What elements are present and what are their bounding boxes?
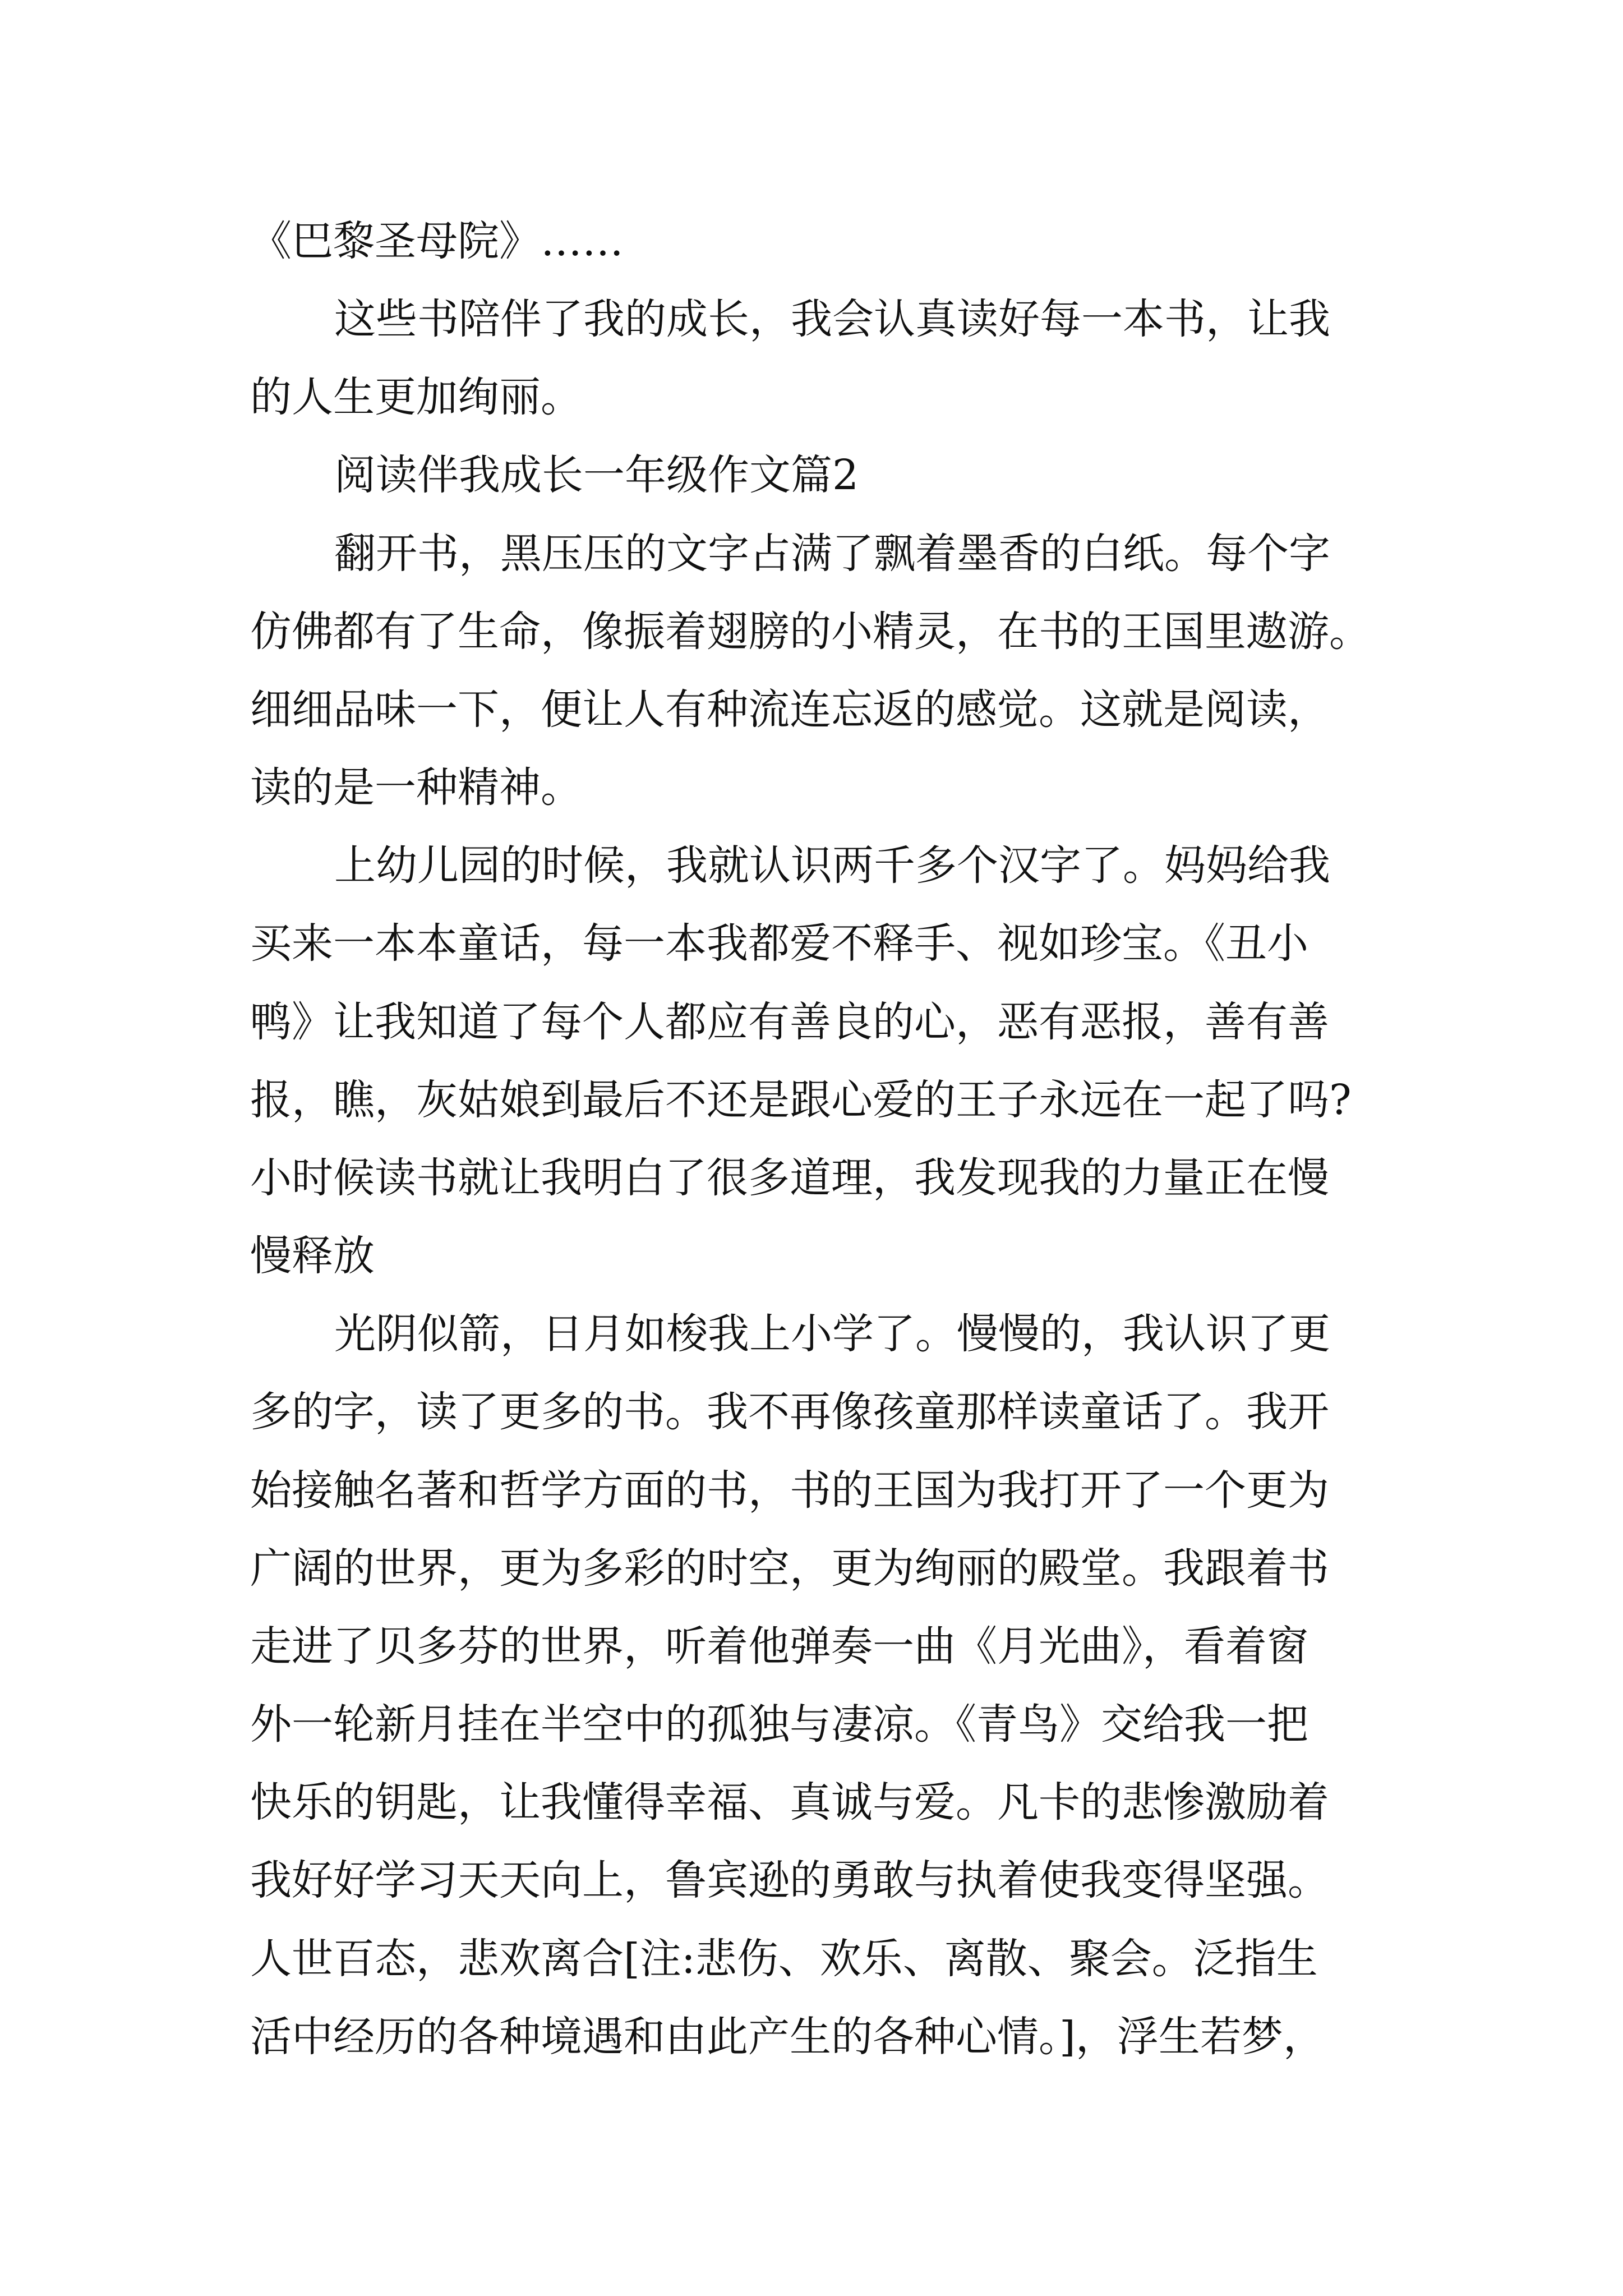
text-line: 小时候读书就让我明白了很多道理，我发现我的力量正在慢 xyxy=(250,1154,1329,1202)
text-line: 鸭》让我知道了每个人都应有善良的心，恶有恶报，善有善 xyxy=(250,998,1329,1046)
text-line: 活中经历的各种境遇和由此产生的各种心情。]，浮生若梦， xyxy=(250,2013,1325,2061)
text-line: 这些书陪伴了我的成长，我会认真读好每一本书，让我 xyxy=(334,295,1330,343)
text-line: 广阔的世界，更为多彩的时空，更为绚丽的殿堂。我跟着书 xyxy=(250,1544,1329,1593)
text-line: 的人生更加绚丽。 xyxy=(250,373,582,421)
text-line: 读的是一种精神。 xyxy=(250,763,582,812)
text-line: 细细品味一下，便让人有种流连忘返的感觉。这就是阅读， xyxy=(250,685,1329,734)
text-line: 走进了贝多芬的世界，听着他弹奏一曲《月光曲》，看着窗 xyxy=(250,1622,1308,1671)
text-line: 光阴似箭，日月如梭我上小学了。慢慢的，我认识了更 xyxy=(334,1310,1330,1358)
text-line: 买来一本本童话，每一本我都爱不释手、视如珍宝。《丑小 xyxy=(250,919,1308,968)
text-line: 快乐的钥匙，让我懂得幸福、真诚与爱。凡卡的悲惨激励着 xyxy=(250,1778,1329,1826)
text-line: 外一轮新月挂在半空中的孤独与凄凉。《青鸟》交给我一把 xyxy=(250,1700,1308,1749)
text-line: 人世百态，悲欢离合[注:悲伤、欢乐、离散、聚会。泛指生 xyxy=(250,1935,1318,1983)
text-line: 上幼儿园的时候，我就认识两千多个汉字了。妈妈给我 xyxy=(334,841,1330,890)
text-line: 慢释放 xyxy=(250,1232,375,1280)
text-line: 报，瞧，灰姑娘到最后不还是跟心爱的王子永远在一起了吗? xyxy=(250,1076,1352,1124)
section-heading: 阅读伴我成长一年级作文篇2 xyxy=(334,451,859,499)
text-line: 翻开书，黑压压的文字占满了飘着墨香的白纸。每个字 xyxy=(334,530,1330,578)
text-line: 我好好学习天天向上，鲁宾逊的勇敢与执着使我变得坚强。 xyxy=(250,1856,1329,1904)
text-line: 多的字，读了更多的书。我不再像孩童那样读童话了。我开 xyxy=(250,1388,1329,1436)
text-line: 《巴黎圣母院》…… xyxy=(250,217,624,265)
text-line: 仿佛都有了生命，像振着翅膀的小精灵，在书的王国里遨游。 xyxy=(250,608,1371,656)
text-line: 始接触名著和哲学方面的书，书的王国为我打开了一个更为 xyxy=(250,1466,1329,1515)
